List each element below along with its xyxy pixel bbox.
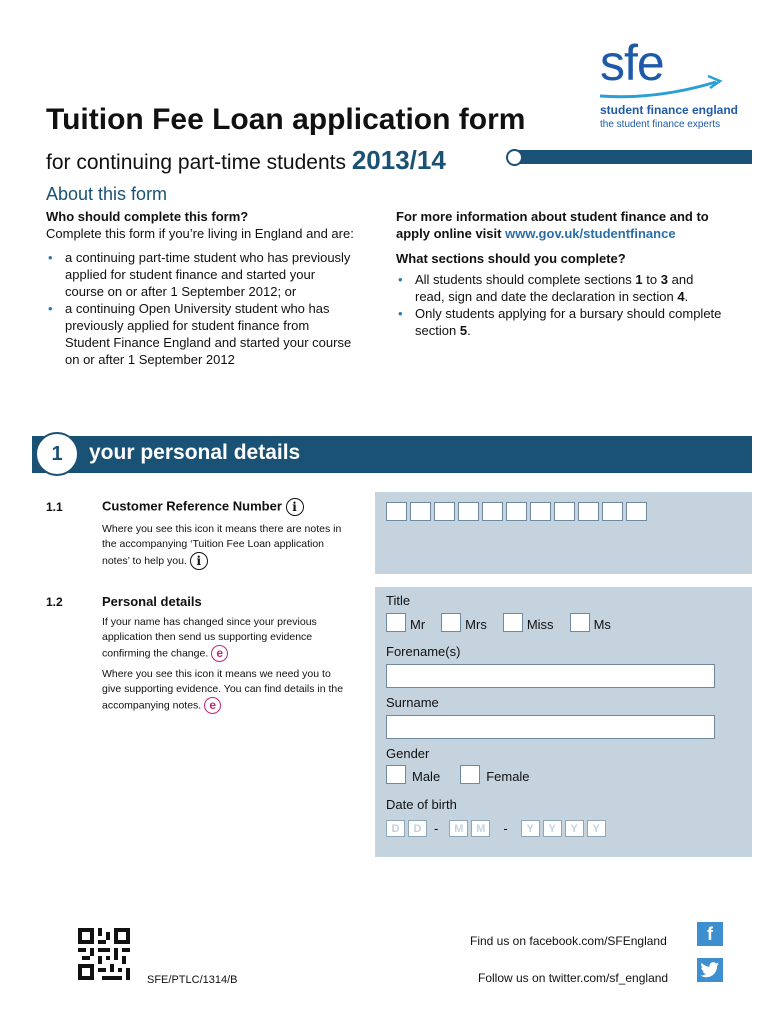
section-title: your personal details: [89, 441, 301, 464]
about-right-column: [396, 208, 726, 339]
sections-text: Only students applying for a bursary should complete section: [415, 306, 722, 338]
crn-boxes: [386, 502, 647, 521]
forename-label: Forename(s): [386, 644, 461, 659]
crn-panel: [375, 492, 752, 574]
info-icon: i: [286, 498, 304, 516]
title-option-label: Miss: [526, 617, 554, 632]
twitter-bird-icon: [700, 962, 720, 978]
twitter-icon[interactable]: [697, 958, 723, 982]
twitter-text[interactable]: Follow us on twitter.com/sf_england: [478, 971, 669, 985]
dob-year-box[interactable]: Y: [565, 820, 584, 837]
logo-swoosh-icon: [596, 70, 726, 100]
who-heading: Who should complete this form?: [46, 209, 249, 224]
crn-digit-box[interactable]: [386, 502, 407, 521]
title-mr-checkbox[interactable]: [386, 613, 406, 632]
facebook-text[interactable]: Find us on facebook.com/SFEngland: [470, 934, 667, 948]
dob-month-box[interactable]: M: [449, 820, 468, 837]
title-option-label: Mr: [410, 617, 426, 632]
crn-digit-box[interactable]: [626, 502, 647, 521]
customer-reference-label-text: Customer Reference Number: [102, 498, 282, 514]
subtitle-circle: [506, 149, 523, 166]
page-subtitle: [46, 145, 446, 176]
sections-list: [396, 271, 726, 339]
title-option-label: Mrs: [465, 617, 487, 632]
evidence-icon: e: [211, 645, 228, 662]
list-item: • All students should complete sections 1 to 3 and read, sign and date the declaration in section 4.: [396, 271, 726, 305]
dob-input: [386, 820, 606, 837]
gender-label: Gender: [386, 746, 430, 761]
gender-option-label: Female: [486, 769, 530, 784]
crn-digit-box[interactable]: [482, 502, 503, 521]
evidence-note-text: Where you see this icon it means we need you to give supporting evidence. You can find details in the accompanying notes.: [102, 668, 344, 712]
who-list: [46, 249, 356, 368]
logo-name: student finance england: [600, 103, 739, 117]
evidence-note: [102, 667, 352, 714]
list-item: • a continuing Open University student who has previously applied for student finance from Student Finance England and started your course on or after 1 September 2012: [46, 300, 356, 368]
sections-text: and read, sign and date the declaration in section: [415, 272, 694, 304]
crn-digit-box[interactable]: [554, 502, 575, 521]
section-number: 3: [660, 272, 668, 287]
dob-year-box[interactable]: Y: [587, 820, 606, 837]
title-options: [386, 613, 611, 632]
surname-field[interactable]: [386, 715, 715, 739]
dob-day-box[interactable]: D: [408, 820, 427, 837]
crn-digit-box[interactable]: [410, 502, 431, 521]
gender-male-checkbox[interactable]: [386, 765, 406, 784]
list-item: • Only students applying for a bursary should complete section 5.: [396, 305, 726, 339]
title-miss-checkbox[interactable]: [503, 613, 523, 632]
subtitle-text: for continuing part-time students: [46, 151, 346, 174]
logo-tagline: the student finance experts: [600, 119, 721, 130]
section-number: 4: [677, 289, 685, 304]
forename-field[interactable]: [386, 664, 715, 688]
list-item: • a continuing part-time student who has previously applied for student finance and started your course on or after 1 September 2012; or: [46, 249, 356, 300]
gender-female-checkbox[interactable]: [460, 765, 480, 784]
question-number: 1.1: [46, 500, 63, 514]
question-number: 1.2: [46, 595, 63, 609]
dob-separator: -: [503, 821, 508, 836]
form-code: SFE/PTLC/1314/B: [147, 974, 238, 986]
sections-text: to: [646, 272, 658, 287]
academic-year: 2013/14: [351, 145, 446, 175]
section-number: 1: [635, 272, 643, 287]
title-label: Title: [386, 593, 411, 608]
sfe-logo-text: sfe: [600, 35, 664, 91]
who-intro: Complete this form if you’re living in England and are:: [46, 226, 354, 241]
title-option-label: Ms: [593, 617, 611, 632]
dob-day-box[interactable]: D: [386, 820, 405, 837]
crn-digit-box[interactable]: [506, 502, 527, 521]
sections-heading: What sections should you complete?: [396, 251, 626, 266]
name-change-note-text: If your name has changed since your previous application then send us supporting evidence confirming the change.: [102, 616, 317, 660]
evidence-icon: e: [204, 697, 221, 714]
crn-digit-box[interactable]: [458, 502, 479, 521]
customer-reference-label: [102, 498, 304, 516]
crn-digit-box[interactable]: [434, 502, 455, 521]
crn-digit-box[interactable]: [530, 502, 551, 521]
dob-separator: -: [434, 821, 439, 836]
crn-digit-box[interactable]: [578, 502, 599, 521]
section-number: 5: [459, 323, 468, 338]
crn-digit-box[interactable]: [602, 502, 623, 521]
title-ms-checkbox[interactable]: [570, 613, 590, 632]
facebook-icon[interactable]: f: [697, 922, 723, 946]
more-info: [396, 208, 726, 242]
about-left-column: [46, 208, 356, 368]
qr-code-icon: [78, 928, 130, 980]
personal-details-label: Personal details: [102, 594, 202, 609]
about-heading: About this form: [46, 184, 168, 204]
dob-year-box[interactable]: Y: [521, 820, 540, 837]
dob-label: Date of birth: [386, 797, 457, 812]
gender-options: [386, 765, 530, 784]
info-note-text: Where you see this icon it means there are notes in the accompanying ‘Tuition Fee Loan application notes’ to help you.: [102, 523, 342, 567]
personal-details-panel: [375, 587, 752, 857]
info-icon: i: [190, 552, 208, 570]
info-note: [102, 522, 352, 570]
surname-label: Surname: [386, 695, 439, 710]
dob-month-box[interactable]: M: [471, 820, 490, 837]
studentfinance-link[interactable]: www.gov.uk/studentfinance: [505, 226, 676, 241]
title-mrs-checkbox[interactable]: [441, 613, 461, 632]
sections-text: All students should complete sections: [415, 272, 632, 287]
page-title: Tuition Fee Loan application form: [46, 103, 526, 136]
subtitle-bar: [515, 150, 752, 164]
more-info-text: For more information about student finance and to apply online visit: [396, 209, 709, 241]
name-change-note: [102, 615, 352, 662]
gender-option-label: Male: [412, 769, 441, 784]
dob-year-box[interactable]: Y: [543, 820, 562, 837]
section-number: 1: [35, 432, 79, 476]
